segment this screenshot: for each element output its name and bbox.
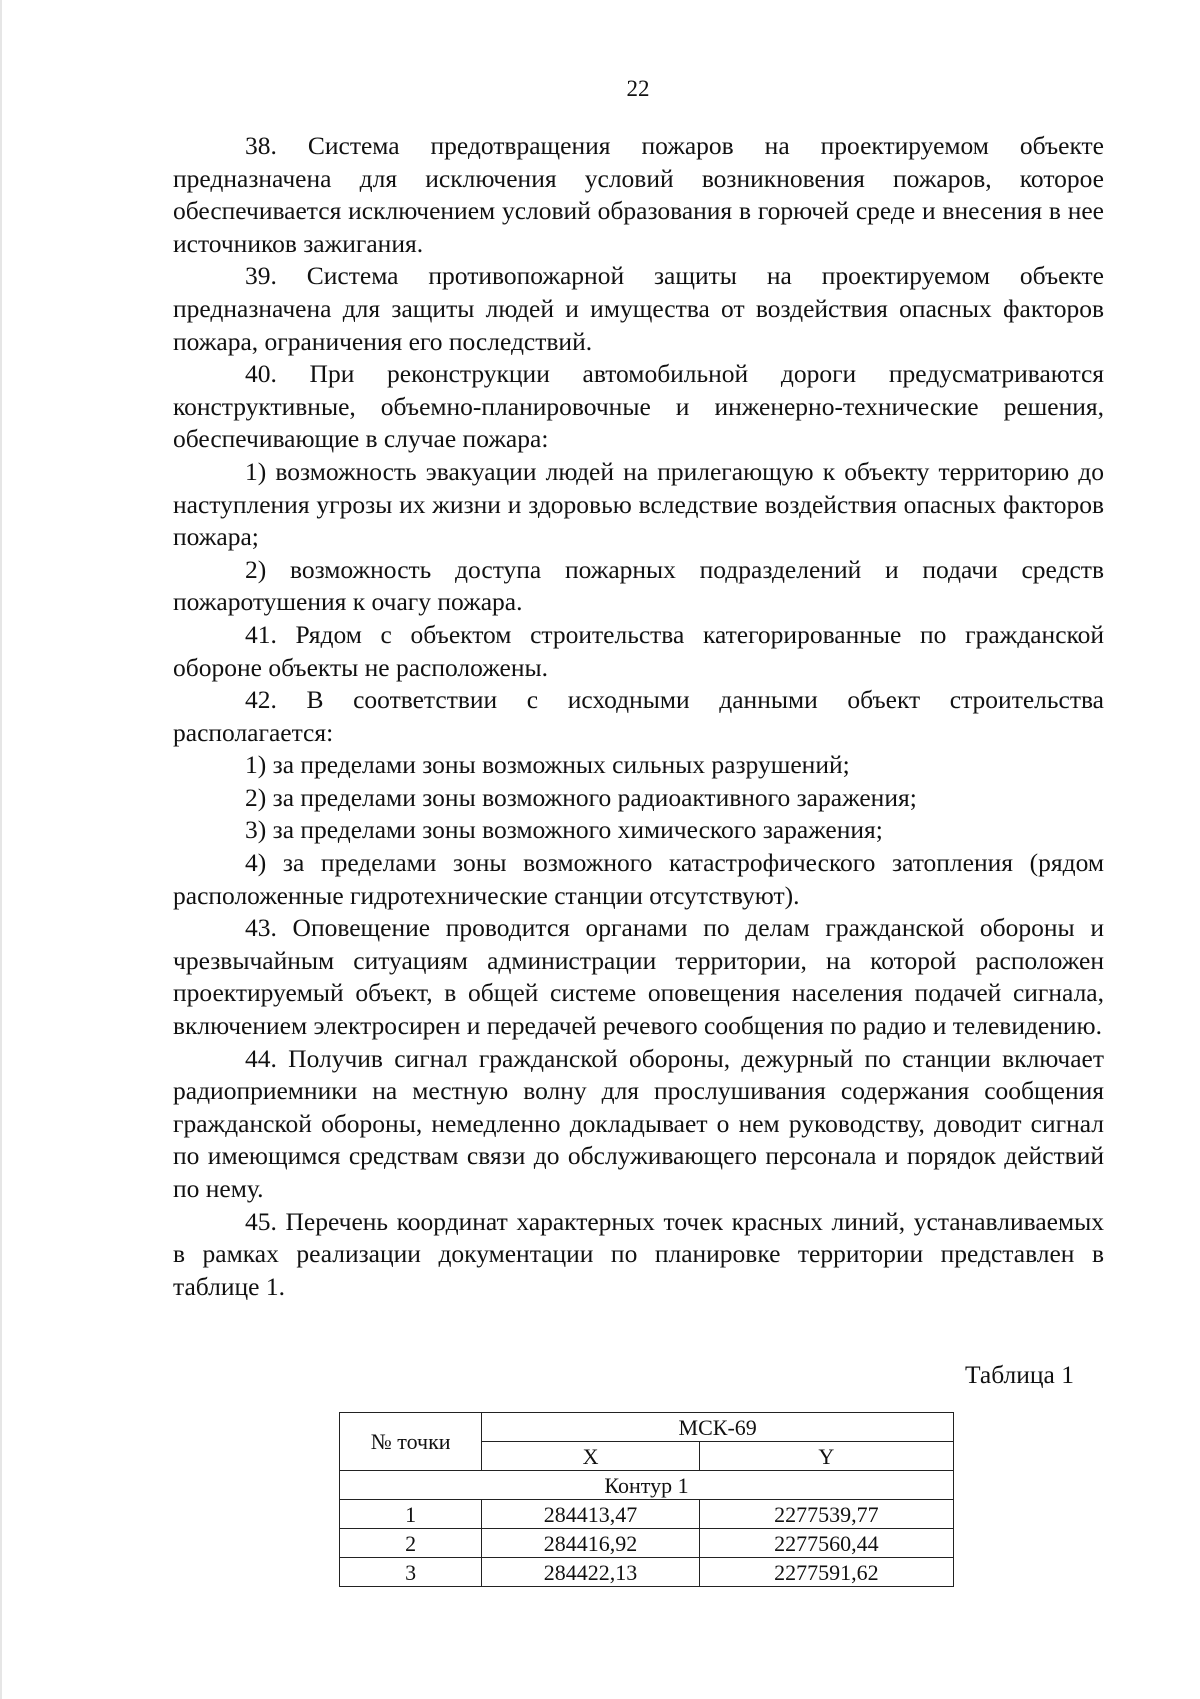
- cell-x: 284422,13: [482, 1558, 699, 1587]
- paragraph-39: 39. Система противопожарной защиты на проектируемом объекте предназначена для защиты людей и имущества от воздействия опасных факторов пожара, ограничения его последствий.: [173, 261, 1104, 356]
- scan-edge: [0, 0, 2, 1699]
- document-body: [173, 130, 1104, 1303]
- coordinates-table: [339, 1412, 954, 1587]
- paragraph-40: 40. При реконструкции автомобильной дороги предусматриваются конструктивные, объемно-планировочные и инженерно-технические решения, обеспечивающие в случае пожара:: [173, 359, 1104, 454]
- table-row: [340, 1529, 954, 1558]
- table-title: Таблица 1: [964, 1360, 1074, 1389]
- paragraph-38: 38. Система предотвращения пожаров на проектируемом объекте предназначена для исключения условий возникновения пожаров, которое обеспечивается исключением условий образования в горючей среде и внесения в нее источников зажигания.: [173, 131, 1104, 258]
- table-row: [340, 1558, 954, 1587]
- cell-y: 2277591,62: [699, 1558, 953, 1587]
- table-header-row: [340, 1413, 954, 1442]
- paragraph-41: 41. Рядом с объектом строительства категорированные по гражданской обороне объекты не расположены.: [173, 619, 1104, 682]
- paragraph-42-item-2: 2) за пределами зоны возможного радиоактивного заражения;: [245, 782, 917, 812]
- paragraph-40-item-1: 1) возможность эвакуации людей на прилегающую к объекту территорию до наступления угрозы их жизни и здоровью вследствие воздействия опасных факторов пожара;: [173, 456, 1104, 552]
- header-y: Y: [699, 1442, 953, 1471]
- paragraph-42: 42. В соответствии с исходными данными объект строительства располагается:: [173, 685, 1104, 747]
- header-coordinate-system: МСК-69: [482, 1413, 954, 1442]
- paragraph-42-item-4: 4) за пределами зоны возможного катастрофического затопления (рядом расположенные гидротехнические станции отсутствуют).: [173, 848, 1104, 910]
- paragraph-40-item-2: 2) возможность доступа пожарных подразделений и подачи средств пожаротушения к очагу пожара.: [173, 554, 1104, 617]
- paragraph-42-item-3: 3) за пределами зоны возможного химического заражения;: [245, 815, 883, 845]
- cell-y: 2277560,44: [699, 1529, 953, 1558]
- section-label: Контур 1: [340, 1471, 954, 1500]
- cell-point: 3: [340, 1558, 482, 1587]
- table-row: [340, 1500, 954, 1529]
- cell-x: 284413,47: [482, 1500, 699, 1529]
- cell-y: 2277539,77: [699, 1500, 953, 1529]
- paragraph-42-item-1: 1) за пределами зоны возможных сильных разрушений;: [245, 750, 850, 780]
- cell-point: 1: [340, 1500, 482, 1529]
- paragraph-43: 43. Оповещение проводится органами по делам гражданской обороны и чрезвычайным ситуациям администрации территории, на которой расположен проектируемый объект, в общей системе оповещения населения подачей сигнала, включением электросирен и передачей речевого сообщения по радио и телевидению.: [173, 913, 1104, 1041]
- header-x: X: [482, 1442, 699, 1471]
- cell-point: 2: [340, 1529, 482, 1558]
- paragraph-44: 44. Получив сигнал гражданской обороны, дежурный по станции включает радиоприемники на местную волну для прослушивания содержания сообщения гражданской обороны, немедленно докладывает о нем руководству, доводит сигнал по имеющимся средствам связи до обслуживающего персонала и порядок действий по нему.: [173, 1043, 1104, 1203]
- paragraph-45: 45. Перечень координат характерных точек красных линий, устанавливаемых в рамках реализации документации по планировке территории представлен в таблице 1.: [173, 1206, 1104, 1301]
- cell-x: 284416,92: [482, 1529, 699, 1558]
- header-point-number: № точки: [340, 1413, 482, 1471]
- page-number: 22: [626, 76, 650, 101]
- table-section-row: [340, 1471, 954, 1500]
